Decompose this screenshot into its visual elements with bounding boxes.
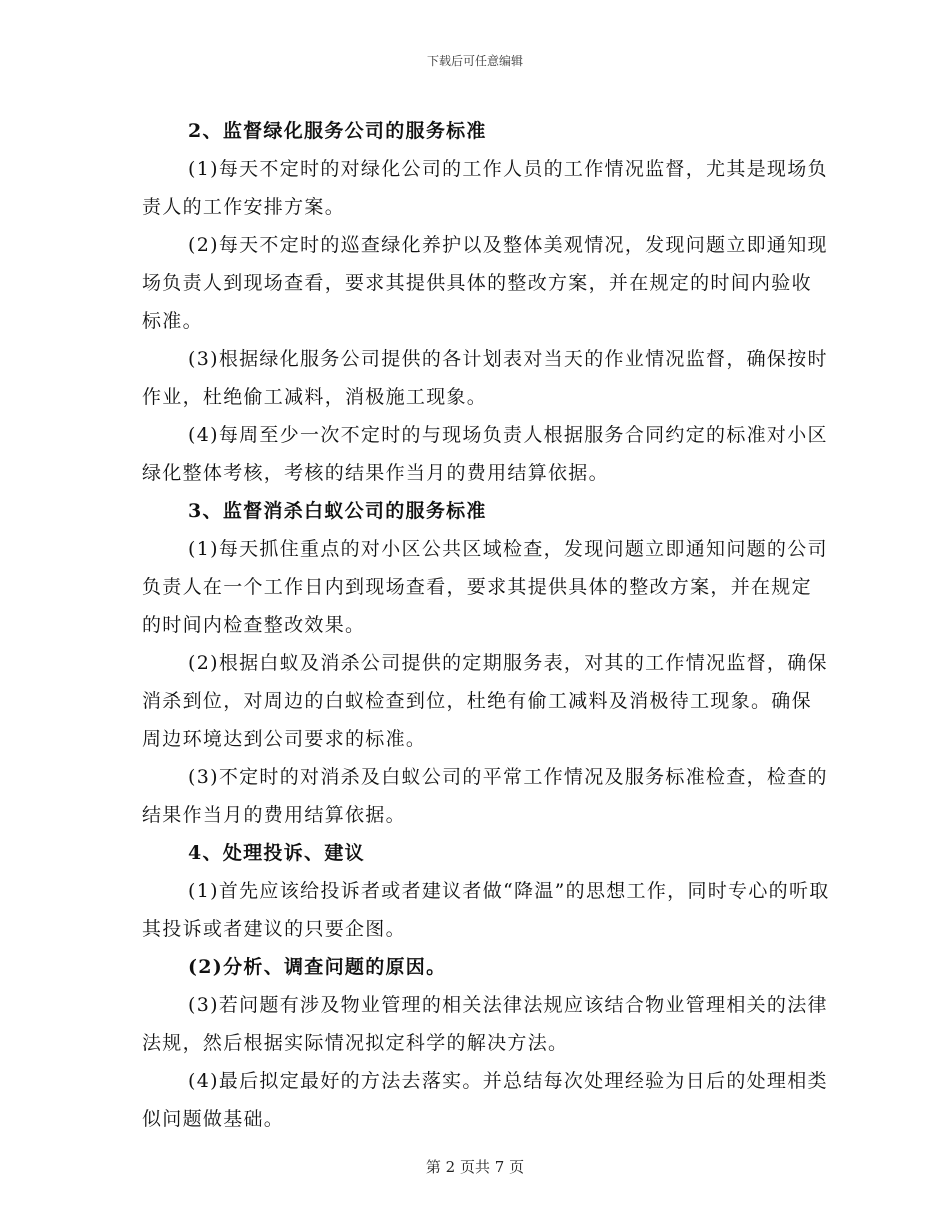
page-header: 下载后可任意编辑	[426, 54, 523, 68]
paragraph-2-1: (1)每天不定时的对绿化公司的工作人员的工作情况监督，尤其是现场负责人的工作安排方案。	[142, 158, 828, 218]
section-heading-3: 3、监督消杀白蚁公司的服务标准	[188, 500, 487, 522]
paragraph-3-1: (1)每天抓住重点的对小区公共区域检查，发现问题立即通知问题的公司负责人在一个工作日内到现场查看，要求其提供具体的整改方案，并在规定的时间内检查整改效果。	[142, 538, 828, 636]
paragraph-4-2: (2)分析、调查问题的原因。	[188, 956, 447, 978]
paragraph-4-3: (3)若问题有涉及物业管理的相关法律法规应该结合物业管理相关的法律法规，然后根据实际情况拟定科学的解决方法。	[142, 994, 828, 1054]
paragraph-2-4: (4)每周至少一次不定时的与现场负责人根据服务合同约定的标准对小区绿化整体考核，考核的结果作当月的费用结算依据。	[142, 424, 828, 484]
paragraph-4-1: (1)首先应该给投诉者或者建议者做“降温”的思想工作，同时专心的听取其投诉或者建议的只要企图。	[142, 880, 830, 940]
document-body	[142, 112, 832, 1138]
section-heading-4: 4、处理投诉、建议	[188, 842, 365, 864]
paragraph-3-3: (3)不定时的对消杀及白蚁公司的平常工作情况及服务标准检查，检查的结果作当月的费用结算依据。	[142, 766, 828, 826]
paragraph-2-3: (3)根据绿化服务公司提供的各计划表对当天的作业情况监督，确保按时作业，杜绝偷工减料，消极施工现象。	[142, 348, 828, 408]
paragraph-3-2: (2)根据白蚁及消杀公司提供的定期服务表，对其的工作情况监督，确保消杀到位，对周边的白蚁检查到位，杜绝有偷工减料及消极待工现象。确保周边环境达到公司要求的标准。	[142, 652, 828, 750]
section-heading-2: 2、监督绿化服务公司的服务标准	[188, 120, 487, 142]
paragraph-4-4: (4)最后拟定最好的方法去落实。并总结每次处理经验为日后的处理相类似问题做基础。	[142, 1070, 828, 1130]
paragraph-2-2: (2)每天不定时的巡查绿化养护以及整体美观情况，发现问题立即通知现场负责人到现场查看，要求其提供具体的整改方案，并在规定的时间内验收标准。	[142, 234, 828, 332]
page-number-footer: 第 2 页共 7 页	[425, 1158, 525, 1176]
